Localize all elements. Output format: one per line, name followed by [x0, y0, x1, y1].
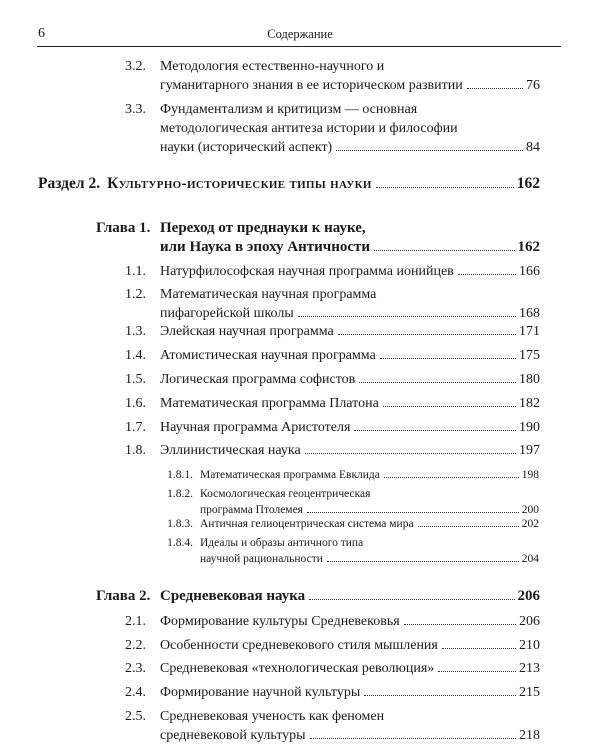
dot-leader — [298, 316, 516, 317]
dot-leader — [359, 382, 516, 383]
entry-title-line: Античная гелиоцентрическая система мира — [200, 518, 414, 530]
entry-title-line: Научная программа Аристотеля — [160, 420, 351, 435]
page-ref: 84 — [526, 140, 540, 155]
dot-leader — [310, 738, 516, 739]
page-ref: 210 — [519, 638, 540, 653]
page-ref: 202 — [521, 518, 539, 530]
entry-number: 1.7. — [125, 420, 146, 435]
toc-entry — [125, 418, 540, 437]
entry-number: 2.1. — [125, 614, 146, 629]
entry-title-line: Математическая программа Платона — [160, 396, 379, 411]
entry-title-line: Натурфилософская научная программа ионийцев — [160, 264, 454, 279]
page-ref: 162 — [517, 239, 540, 255]
entry-number: 1.8.1. — [167, 469, 193, 481]
toc-entry — [125, 322, 540, 341]
dot-leader — [305, 453, 516, 454]
dot-leader — [438, 671, 516, 672]
entry-number: 1.6. — [125, 396, 146, 411]
page-ref: 218 — [519, 728, 540, 743]
dot-leader — [309, 599, 514, 600]
entry-title-line: Методология естественно-научного и — [160, 59, 385, 74]
page-ref: 76 — [526, 78, 540, 93]
page-ref: 162 — [516, 175, 540, 192]
toc-subentry — [167, 486, 539, 518]
entry-title-line: Средневековая наука — [160, 588, 306, 604]
entry-title-line: средневековой культуры — [160, 728, 306, 743]
entry-number: 2.2. — [125, 638, 146, 653]
toc-entry — [125, 346, 540, 365]
dot-leader — [404, 624, 516, 625]
page-ref: 213 — [519, 661, 540, 676]
entry-number: 1.3. — [125, 324, 146, 339]
toc-entry — [125, 262, 540, 281]
entry-number: 2.4. — [125, 685, 146, 700]
dot-leader — [307, 512, 519, 513]
toc-entry — [125, 612, 540, 631]
entry-title-line: Математическая научная программа — [160, 287, 377, 302]
dot-leader — [383, 406, 516, 407]
toc-entry — [125, 285, 540, 323]
page-ref: 166 — [519, 264, 540, 279]
dot-leader — [442, 648, 516, 649]
toc-part-heading — [38, 174, 540, 194]
page-ref: 197 — [519, 443, 540, 458]
running-header-title: Содержание — [267, 27, 333, 41]
entry-number: 1.5. — [125, 372, 146, 387]
page-ref: 168 — [519, 306, 540, 321]
entry-number: 1.8. — [125, 443, 146, 458]
entry-number: 1.4. — [125, 348, 146, 363]
entry-number: 1.8.3. — [167, 518, 193, 530]
page-number: 6 — [38, 26, 45, 41]
page-ref: 206 — [519, 614, 540, 629]
dot-leader — [374, 250, 514, 251]
entry-title-line: Формирование культуры Средневековья — [160, 614, 400, 629]
page-ref: 190 — [519, 420, 540, 435]
toc-entry — [125, 370, 540, 389]
entry-title-line: Средневековая ученость как феномен — [160, 709, 385, 724]
toc-entry — [125, 441, 540, 460]
page-ref: 206 — [517, 588, 540, 604]
page-ref: 198 — [521, 469, 539, 481]
page-ref: 175 — [519, 348, 540, 363]
dot-leader — [384, 477, 519, 478]
dot-leader — [354, 430, 516, 431]
dot-leader — [364, 695, 516, 696]
entry-title-line: Атомистическая научная программа — [160, 348, 376, 363]
chapter-number: Глава 1. — [96, 220, 151, 236]
entry-number: 3.3. — [125, 102, 146, 117]
entry-number: 2.5. — [125, 709, 146, 724]
entry-title-line: научной рациональности — [200, 553, 323, 565]
entry-title-line: программа Птолемея — [200, 504, 303, 516]
entry-title-line: методологическая антитеза истории и философии — [160, 121, 458, 136]
entry-title-line: Идеалы и образы античного типа — [200, 537, 364, 549]
part-title: Культурно-исторические типы науки — [107, 175, 372, 192]
toc-subentry — [167, 467, 539, 483]
page-ref: 200 — [521, 504, 539, 516]
toc-entry — [125, 100, 540, 157]
toc-entry — [125, 57, 540, 95]
toc-subentry — [167, 516, 539, 532]
toc-entry — [125, 636, 540, 655]
entry-title-line: Эллинистическая наука — [160, 443, 301, 458]
entry-number: 2.3. — [125, 661, 146, 676]
entry-number: 1.2. — [125, 287, 146, 302]
page-ref: 182 — [519, 396, 540, 411]
chapter-number: Глава 2. — [96, 588, 151, 604]
toc-entry — [125, 394, 540, 413]
entry-title-line: или Наука в эпоху Античности — [160, 239, 371, 255]
entry-title-line: Формирование научной культуры — [160, 685, 361, 700]
entry-title-line: Фундаментализм и критицизм — основная — [160, 102, 418, 117]
page-ref: 171 — [519, 324, 540, 339]
entry-title-line: Особенности средневекового стиля мышления — [160, 638, 438, 653]
dot-leader — [380, 358, 516, 359]
toc-chapter-heading — [96, 587, 540, 606]
entry-title-line: Логическая программа софистов — [160, 372, 356, 387]
dot-leader — [418, 526, 519, 527]
entry-title-line: Средневековая «технологическая революция» — [160, 661, 435, 676]
dot-leader — [376, 187, 514, 188]
toc-entry — [125, 683, 540, 702]
entry-number: 1.8.4. — [167, 537, 193, 549]
dot-leader — [327, 561, 519, 562]
dot-leader — [458, 274, 516, 275]
toc-chapter-heading — [96, 219, 540, 257]
entry-number: 1.8.2. — [167, 488, 193, 500]
entry-title-line: науки (исторический аспект) — [160, 140, 333, 155]
entry-title-line: Космологическая геоцентрическая — [200, 488, 371, 500]
toc-subentry — [167, 535, 539, 567]
entry-title-line: Переход от преднауки к науке, — [160, 220, 366, 236]
entry-title-line: гуманитарного знания в ее историческом развитии — [160, 78, 463, 93]
entry-title-line: пифагорейской школы — [160, 306, 294, 321]
dot-leader — [467, 88, 523, 89]
page-ref: 204 — [521, 553, 539, 565]
toc-entry — [125, 707, 540, 745]
dot-leader — [336, 150, 523, 151]
part-number: Раздел 2. — [38, 175, 101, 192]
entry-title-line: Математическая программа Евклида — [200, 469, 380, 481]
page-ref: 215 — [519, 685, 540, 700]
entry-number: 3.2. — [125, 59, 146, 74]
dot-leader — [338, 334, 516, 335]
entry-number: 1.1. — [125, 264, 146, 279]
toc-entry — [125, 659, 540, 678]
page-ref: 180 — [519, 372, 540, 387]
entry-title-line: Элейская научная программа — [160, 324, 334, 339]
